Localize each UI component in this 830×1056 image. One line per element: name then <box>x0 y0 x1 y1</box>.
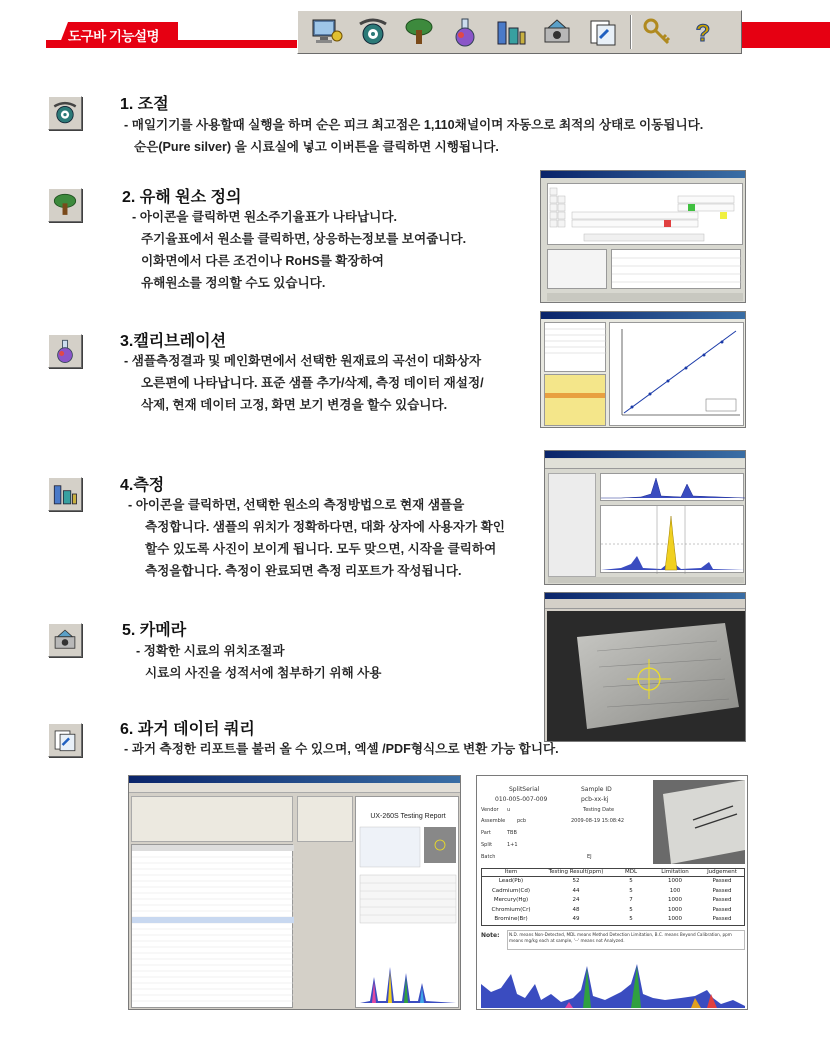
header-red-accent <box>742 22 830 48</box>
table-cell: Passed <box>712 887 732 894</box>
table-cell: Passed <box>712 878 732 884</box>
table-cell: Mercury(Hg) <box>493 897 529 903</box>
section-body-adjust <box>124 114 703 158</box>
keys-icon[interactable] <box>638 14 676 50</box>
table-cell: 100 <box>669 887 681 894</box>
table-cell: Bromine(Br) <box>494 916 528 922</box>
body-line: 삭제, 현재 데이터 고정, 화면 보기 변경을 할수 있습니다. <box>141 398 448 412</box>
camera-preview-screenshot <box>544 592 746 742</box>
body-line: - 매일기기를 사용할때 실행을 하며 순은 피크 최고점은 1,110채널이며 자동으로 최적의 상태로 이동됩니다. <box>124 118 704 132</box>
result-rows <box>482 877 744 925</box>
section-title-adjust: 1. 조절 <box>120 96 169 113</box>
table-row <box>482 887 744 897</box>
body-line: - 샘플측정결과 및 메인화면에서 선택한 원재료의 곡선이 대화상자 <box>124 354 482 368</box>
camera-icon <box>48 623 82 657</box>
table-header: Judgement <box>707 869 737 875</box>
report-value: 2009-08-19 15:08:42 <box>571 818 625 824</box>
report-value: EJ <box>587 854 592 860</box>
measurement-screenshot <box>544 450 746 585</box>
section-title-calibration: 3.캘리브레이션 <box>120 333 227 350</box>
table-cell: 5 <box>629 916 633 922</box>
report-value: u <box>507 807 511 813</box>
calibration-screenshot <box>540 311 746 428</box>
table-cell: 1000 <box>668 897 682 903</box>
body-line: 이화면에서 다른 조건이나 RoHS를 확장하여 <box>141 254 384 268</box>
table-header: Testing Result(ppm) <box>548 869 604 875</box>
report-label: Batch <box>481 854 496 860</box>
body-line: 측정을합니다. 측정이 완료되면 측정 리포트가 작성됩니다. <box>145 564 462 578</box>
body-line: - 아이콘을 클릭하면 원소주기율표가 나타납니다. <box>132 210 397 224</box>
table-cell: 49 <box>572 916 580 922</box>
table-cell: 5 <box>629 906 633 913</box>
table-cell: 1000 <box>668 906 682 913</box>
report-preview <box>355 796 459 1008</box>
table-cell: 1000 <box>668 916 682 922</box>
section-body-history <box>124 738 559 760</box>
camera-icon[interactable] <box>538 14 576 50</box>
report-label: Sample ID <box>581 786 612 793</box>
table-cell: 48 <box>572 906 580 913</box>
body-line: - 과거 측정한 리포트를 불러 올 수 있으며, 엑셀 /PDF형식으로 변환 가능 합니다. <box>124 742 559 756</box>
body-line: - 정확한 시료의 위치조절과 <box>136 644 285 658</box>
table-cell: Passed <box>712 897 732 903</box>
report-label: Split <box>481 842 493 848</box>
section-body-hazard <box>132 206 466 294</box>
table-cell: 5 <box>629 887 633 894</box>
table-header: MDL <box>624 869 638 875</box>
adjust-icon[interactable] <box>354 14 392 50</box>
table-cell: Passed <box>712 916 732 922</box>
table-cell: 5 <box>629 878 633 884</box>
body-line: 유해원소를 정의할 수도 있습니다. <box>141 276 326 290</box>
table-cell: 7 <box>629 897 633 903</box>
table-row <box>482 906 744 916</box>
help-icon[interactable] <box>684 14 722 50</box>
section-body-measure <box>128 494 505 582</box>
report-title: UX-260S Testing Report <box>370 813 446 820</box>
report-label: Part <box>481 830 491 836</box>
tree-icon[interactable] <box>400 14 438 50</box>
monitor-icon[interactable] <box>308 14 346 50</box>
report-value: 010-005-007-009 <box>495 796 548 803</box>
periodic-table-screenshot <box>540 170 746 303</box>
toolbar <box>297 10 742 54</box>
printed-report-screenshot <box>476 775 748 1010</box>
report-value: 1+1 <box>507 842 518 848</box>
note-text: N.D. means Non-Detected, MDL means Method Detection Limitation, B.C. means Beyond Calibration, ppm means mg/kg each at sample, '--' means not Analyzed. <box>507 930 745 950</box>
body-line: 할수 있도록 사진이 보이게 됩니다. 모두 맞으면, 시작을 클릭하여 <box>145 542 497 556</box>
page-title: 도구바 기능설명 <box>68 29 160 44</box>
tree-icon <box>48 188 82 222</box>
report-label: SplitSerial <box>509 786 540 793</box>
measure-icon <box>48 477 82 511</box>
result-table <box>481 868 745 926</box>
report-value: pcb <box>517 818 527 824</box>
body-line: 순은(Pure silver) 을 시료실에 넣고 이버튼을 클릭하면 시행됩니다. <box>134 140 499 154</box>
report-spectrum <box>481 954 745 1008</box>
body-line: 오른편에 나타납니다. 표준 샘플 추가/삭제, 측정 데이터 재설정/ <box>141 376 484 390</box>
table-cell: Lead(Pb) <box>498 878 524 884</box>
report-label: Vendor <box>481 807 499 813</box>
history-query-screenshot <box>128 775 461 1010</box>
section-title-history: 6. 과거 데이터 쿼리 <box>120 721 255 738</box>
report-value: TBB <box>507 830 517 836</box>
flask-icon[interactable] <box>446 14 484 50</box>
table-cell: 1000 <box>668 878 682 884</box>
section-body-calibration <box>124 350 484 416</box>
adjust-icon <box>48 96 82 130</box>
table-row <box>482 896 744 906</box>
note-label: Note: <box>481 932 500 939</box>
table-header: Item <box>504 869 518 875</box>
query-icon <box>48 723 82 757</box>
table-row <box>482 877 744 887</box>
flask-icon <box>48 334 82 368</box>
table-cell: Cadmium(Cd) <box>491 887 531 894</box>
toolbar-separator <box>630 15 632 49</box>
section-title-hazard: 2. 유해 원소 정의 <box>122 189 242 206</box>
table-cell: 52 <box>572 878 580 884</box>
body-line: - 아이콘을 클릭하면, 선택한 원소의 측정방법으로 현재 샘플을 <box>128 498 465 512</box>
section-body-camera <box>136 640 381 684</box>
report-label: Testing Date <box>583 807 615 813</box>
body-line: 시료의 사진을 성적서에 첨부하기 위해 사용 <box>145 666 382 680</box>
svg-text:?: ? <box>695 20 711 47</box>
measure-icon[interactable] <box>492 14 530 50</box>
body-line: 측정합니다. 샘플의 위치가 정확하다면, 대화 상자에 사용자가 확인 <box>145 520 505 534</box>
table-cell: 24 <box>572 897 580 903</box>
table-cell: Passed <box>712 906 732 913</box>
report-label: Assemble <box>481 818 506 824</box>
section-title-measure: 4.측정 <box>120 477 165 494</box>
table-cell: 44 <box>572 887 580 894</box>
query-icon[interactable] <box>584 14 622 50</box>
sample-photo <box>653 780 745 864</box>
table-header: Limitation <box>661 869 689 875</box>
body-line: 주기율표에서 원소를 클릭하면, 상응하는정보를 보여줍니다. <box>141 232 467 246</box>
table-cell: Chromium(Cr) <box>491 906 531 913</box>
section-title-camera: 5. 카메라 <box>122 622 187 639</box>
report-value: pcb-xx-kj <box>581 796 609 803</box>
table-row <box>482 915 744 925</box>
